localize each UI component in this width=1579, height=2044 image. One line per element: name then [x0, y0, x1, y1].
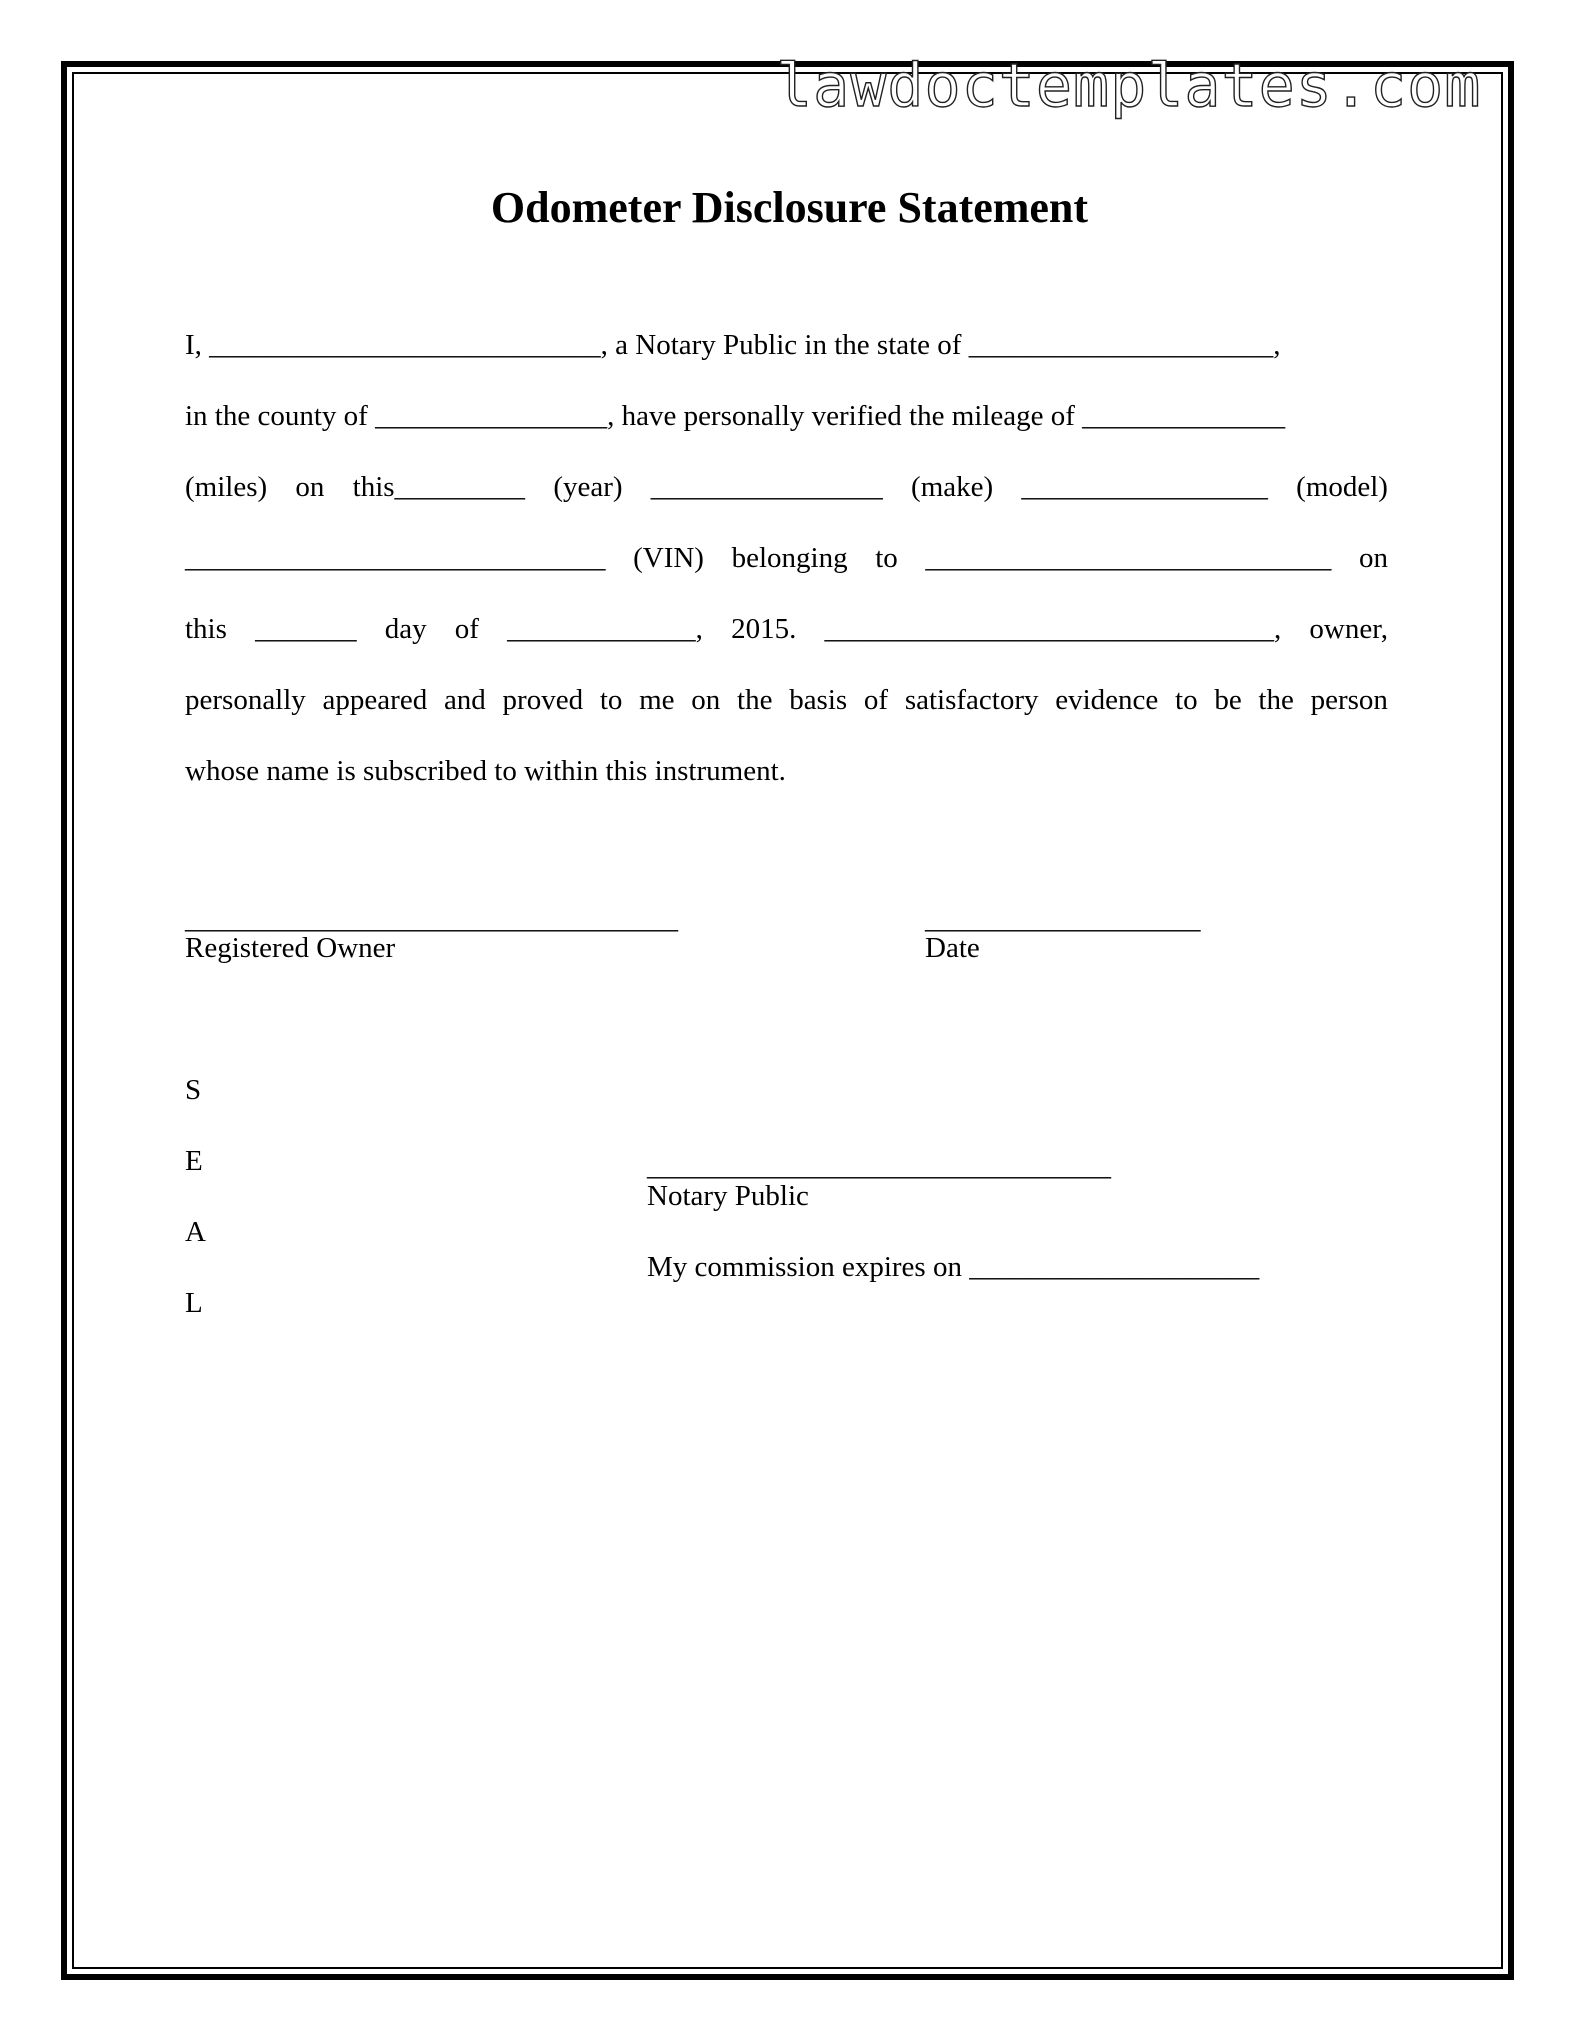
statement-line [185, 396, 1388, 436]
statement-word: (make) [911, 471, 994, 503]
document-title: Odometer Disclosure Statement [490, 183, 1089, 232]
statement-word: the [1258, 684, 1294, 716]
statement-line [185, 751, 1388, 791]
owner-signature-line[interactable]: __________________________________ [185, 903, 678, 935]
statement-word: to [599, 684, 623, 716]
statement-word: appeared [322, 684, 428, 716]
statement-word: person [1310, 684, 1388, 716]
statement-word: on [691, 684, 721, 716]
statement-word: evidence [1055, 684, 1159, 716]
statement-word: be [1214, 684, 1242, 716]
statement-word: _______________________________, [824, 613, 1282, 645]
statement-line [185, 467, 1388, 507]
statement-word: (miles) [185, 471, 268, 503]
statement-word: (model) [1296, 471, 1388, 503]
commission-expiry-line[interactable]: My commission expires on ____________________ [647, 1251, 1260, 1283]
seal-letter: L [185, 1287, 203, 1319]
statement-word: of [454, 613, 479, 645]
watermark: lawdoctemplates.com [776, 51, 1482, 121]
statement-word: to [1175, 684, 1198, 716]
statement-word: _____________, [507, 613, 703, 645]
statement-word: _______ [255, 613, 357, 645]
statement-word: the [737, 684, 773, 716]
statement-line [185, 609, 1388, 649]
date-label: Date [925, 932, 980, 964]
notary-signature-label: Notary Public [647, 1180, 809, 1212]
statement-word: on [295, 471, 325, 503]
statement-word: ____________________________ [925, 542, 1332, 574]
seal-letter: S [185, 1074, 202, 1106]
statement-word: _________________ [1021, 471, 1268, 503]
statement-word: personally [185, 684, 306, 716]
statement-word: (year) [553, 471, 623, 503]
statement-word: _____________________________ [185, 542, 606, 574]
statement-word: satisfactory [904, 684, 1039, 716]
owner-signature-label: Registered Owner [185, 932, 396, 964]
statement-word: of [863, 684, 889, 716]
statement-word: (VIN) [633, 542, 704, 574]
statement-line [185, 325, 1388, 365]
statement-line [185, 680, 1388, 720]
seal-letter: A [185, 1216, 206, 1248]
notary-signature-line[interactable]: ________________________________ [647, 1150, 1111, 1182]
statement-word: to [875, 542, 898, 574]
date-line[interactable]: ___________________ [925, 903, 1201, 935]
statement-word: belonging [731, 542, 848, 574]
statement-word: this [185, 613, 227, 645]
statement-word: day [384, 613, 427, 645]
statement-word: me [639, 684, 675, 716]
statement-word: in the county of ________________, have personally verified the mileage of ______________ [185, 400, 1286, 432]
statement-word: owner, [1309, 613, 1388, 645]
seal-letter: E [185, 1145, 203, 1177]
statement-word: ________________ [650, 471, 883, 503]
statement-word: whose name is subscribed to within this instrument. [185, 755, 786, 787]
statement-word: basis [789, 684, 848, 716]
statement-word: proved [502, 684, 584, 716]
statement-word: and [443, 684, 486, 716]
statement-word: 2015. [731, 613, 797, 645]
statement-word: I, ___________________________, a Notary Public in the state of _____________________, [185, 329, 1281, 361]
statement-word: on [1358, 542, 1388, 574]
statement-word: this_________ [352, 471, 526, 503]
statement-line [185, 538, 1388, 578]
